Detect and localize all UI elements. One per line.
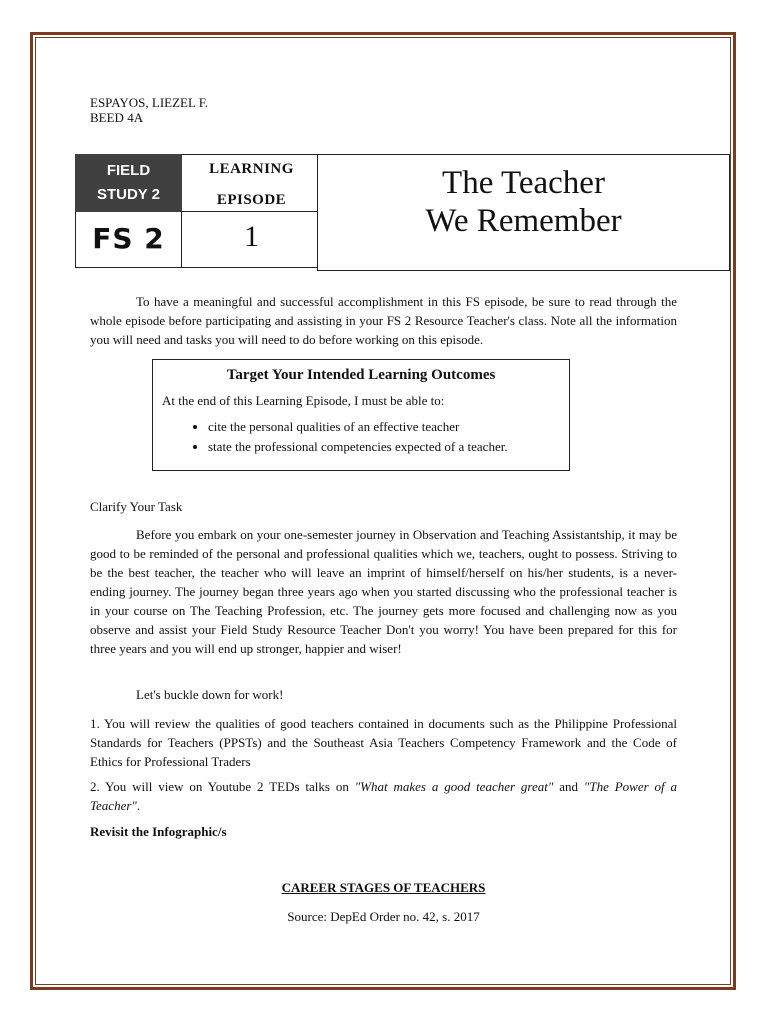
- career-stages-source: Source: DepEd Order no. 42, s. 2017: [287, 909, 480, 924]
- episode-title-line1: The Teacher: [442, 165, 605, 201]
- intro-paragraph: To have a meaningful and successful accomplishment in this FS episode, be sure to read through the whole episode before participating and assisting in your FS 2 Resource Teacher's class. Note all the information you will need and tasks you will need to do before working on this episode.: [90, 294, 677, 347]
- buckle-line: Let's buckle down for work!: [136, 687, 284, 702]
- ted-talk-1-title: "What makes a good teacher great": [354, 779, 554, 794]
- fs-code: FS 2: [75, 212, 182, 268]
- field-study-line2: STUDY 2: [96, 186, 161, 203]
- list-item: • cite the personal qualities of an effective teacher: [208, 417, 569, 437]
- list-item: • state the professional competencies expected of a teacher.: [208, 437, 569, 457]
- task-item-2-text: 2. You will view on Youtube 2 TEDs talks on: [90, 779, 355, 794]
- author-course: BEED 4A: [90, 110, 144, 125]
- episode-title: [317, 154, 730, 271]
- author-block: [90, 95, 208, 125]
- author-name: ESPAYOS, LIEZEL F.: [90, 95, 209, 110]
- outcomes-list: [153, 417, 569, 457]
- learning-episode-line1: LEARNING: [209, 161, 294, 177]
- learning-episode-line2: EPISODE: [216, 192, 287, 208]
- episode-title-line2: We Remember: [425, 203, 622, 239]
- field-study-line1: FIELD: [106, 162, 151, 179]
- field-study-label: [75, 154, 182, 212]
- task-item-2-and: and: [553, 779, 584, 794]
- learning-outcomes-box: [152, 359, 570, 471]
- learning-episode-label: [181, 154, 323, 212]
- episode-number: 1: [181, 211, 323, 268]
- ted-talk-2-title: "The Power of a Teacher": [90, 779, 677, 813]
- outcomes-title: Target Your Intended Learning Outcomes: [226, 367, 496, 383]
- clarify-body: Before you embark on your one-semester journey in Observation and Teaching Assistantship, it may be good to be reminded of the personal and professional qualities which we, teachers, ought to possess. Striving to be the best teacher, the teacher who will leave an imprint of himself/herself on his/her students, is a never-ending journey. The journey began three years ago when you started discussing who the professional teacher is in your course on The Teaching Profession, etc. The journey gets more focused and challenging now as you observe and assist your Field Study Resource Teacher Don't you worry! You have been prepared for this for three years and you will end up stronger, happier and wiser!: [90, 527, 677, 656]
- task-item-2: [90, 777, 677, 815]
- task-item-1: 1. You will review the qualities of good teachers contained in documents such as the Philippine Professional Standards for Teachers (PPSTs) and the Southeast Asia Teachers Competency Framework and the Code of Ethics for Professional Traders: [90, 716, 677, 769]
- clarify-heading: Clarify Your Task: [90, 499, 183, 514]
- task-item-2-end: .: [136, 798, 141, 813]
- career-stages-title-wrap: [90, 878, 677, 897]
- career-stages-title: CAREER STAGES OF TEACHERS: [281, 880, 486, 895]
- revisit-heading: Revisit the Infographic/s: [90, 824, 227, 839]
- outcomes-lead: At the end of this Learning Episode, I must be able to:: [162, 393, 445, 408]
